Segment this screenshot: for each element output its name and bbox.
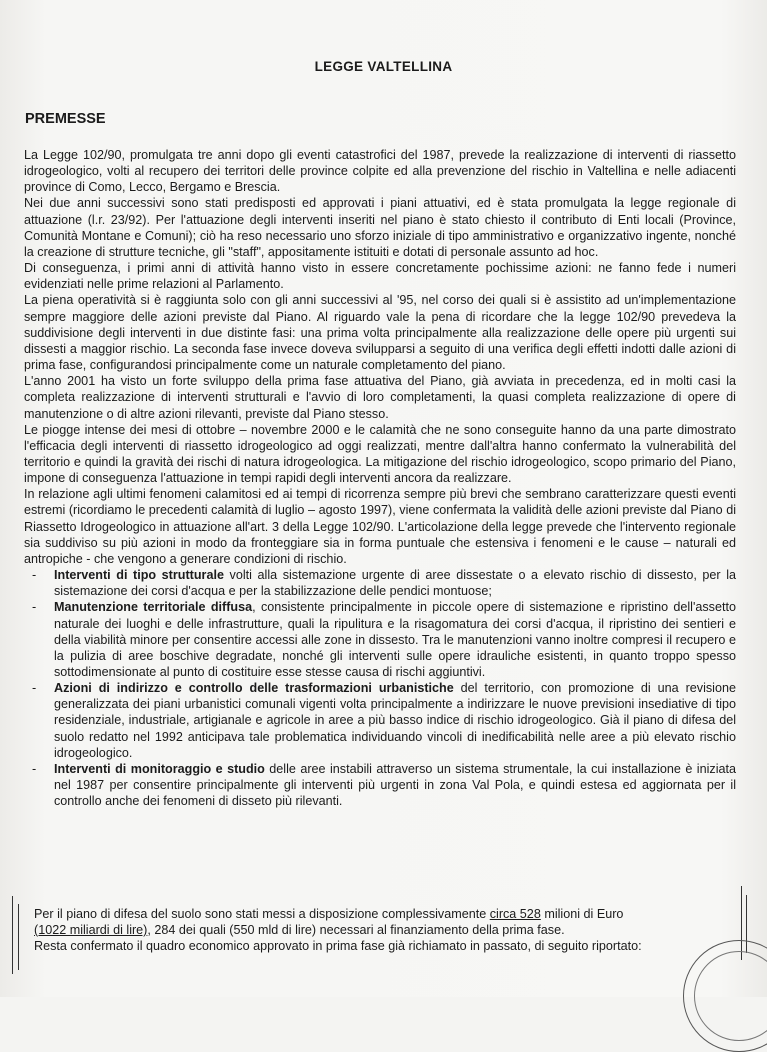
closing-line (34, 906, 737, 922)
list-item-text: del territorio, con promozione di una revisione generalizzata dei piani urbanistici comunali vigenti volta principalmente a indirizzare le nuove previsioni insediative di tipo residenziale, industriale, artigianale e agricole in aree a più basso indice di rischio idrogeologico. Già il piano di difesa del suolo redatto nel 1992 anticipava tale problematica individuando vincoli di inedificabilità nelle aree a più elevato rischio idrogeologico. (54, 681, 736, 760)
paragraph: La Legge 102/90, promulgata tre anni dopo gli eventi catastrofici del 1987, prevede la realizzazione di interventi di riassetto idrogeologico, volti al recupero dei territori delle province colpite ed alla prevenzione del rischio in Valtellina e nelle adiacenti province di Como, Lecco, Bergamo e Brescia. (24, 148, 736, 195)
list-item (24, 680, 736, 761)
section-heading: PREMESSE (25, 111, 106, 127)
list-item-title: Interventi di monitoraggio e studio (54, 761, 265, 776)
stamp-inner-ring (694, 951, 767, 1041)
underlined-amount: circa 528 (489, 907, 541, 921)
action-list (24, 567, 736, 809)
list-item-text: volti alla sistemazione urgente di aree dissestate o a elevato rischio di dissesto, per la sistemazione dei corsi d'acqua e per la stabilizzazione delle pendici montuose; (54, 568, 737, 599)
list-item-title: Manutenzione territoriale diffusa (54, 600, 253, 615)
paragraph: Nei due anni successivi sono stati predisposti ed approvati i piani attuativi, ed è stata promulgata la legge regionale di attuazione (l.r. 23/92). Per l'attuazione degli interventi inseriti nel piano è stato chiesto il contributo di Enti locali (Province, Comunità Montane e Comuni); ciò ha reso necessario uno sforzo iniziale di tipo amministrativo e organizzativo ingente, nonché la creazione di strutture tecniche, gli "staff", appositamente istituiti e dotati di personale assunto ad hoc. (24, 196, 736, 259)
document-body (24, 147, 736, 809)
list-item-text: delle aree instabili attraverso un sistema strumentale, la cui installazione è iniziata nel 1987 per consentire principalmente gli interventi più urgenti in zona Val Pola, e quindi estesa ed aggiornata per il controllo anche dei fenomeni di disseto più rilevanti. (54, 761, 737, 809)
paragraph: In relazione agli ultimi fenomeni calamitosi ed ai tempi di ricorrenza sempre più brevi che sembrano caratterizzare questi eventi estremi (ricordiamo le precedenti calamità di luglio – agosto 1997), viene confermata la validità delle azioni previste dal Piano di Riassetto Idrogeologico in attuazione all'art. 3 della Legge 102/90. L'articolazione della legge prevede che l'intervento regionale sia suddiviso su più azioni in modo da fronteggiare sia in forma puntuale che estensiva i fenomeni e le cause – naturali ed antropiche - che vengono a generare condizioni di rischio. (24, 487, 736, 566)
list-item (24, 599, 736, 680)
list-item-text: , consistente principalmente in piccole opere di sistemazione e ripristino dell'assetto naturale dei luoghi e delle infrastrutture, quali la ripulitura e la risagomatura dei corsi d'acqua, il ripristino dei sentieri e della viabilità minore per consentire accessi alle zone in dissesto. Tra le manutenzioni vanno inoltre compresi il recupero e la pulizia di aree boschive degradate, nonché gli interventi sulle opere idrauliche esistenti, in quanto troppo spesso sottodimensionate al punto di costituire esse stesse causa di rischi aggiuntivi. (54, 600, 736, 679)
closing-line (34, 922, 737, 938)
paragraph: La piena operatività si è raggiunta solo con gli anni successivi al '95, nel corso dei quali si è assistito ad un'implementazione sempre maggiore delle azioni previste dal Piano. Al riguardo vale la pena di ricordare che la legge 102/90 prevedeva la suddivisione degli interventi in due distinte fasi: una prima volta principalmente alla realizzazione delle opere più urgenti sui dissesti a maggior rischio. La seconda fase invece doveva svilupparsi a seguito di una verifica degli effetti indotti dalle azioni di prima fase, configurandosi principalmente come un naturale completamento del piano. (24, 293, 736, 373)
paragraph: Di conseguenza, i primi anni di attività hanno visto in essere concretamente pochissime azioni: ne fanno fede i numeri evidenziati nelle prime relazioni al Parlamento. (24, 261, 736, 292)
paragraph: Le piogge intense dei mesi di ottobre – novembre 2000 e le calamità che ne sono conseguite hanno da una parte dimostrato l'efficacia degli interventi di riassetto idrogeologico ad oggi realizzati, mentre dall'altra hanno confermato la vulnerabilità del territorio e quindi la gravità dei rischi di natura idrogeologica. La mitigazione del rischio idrogeologico, scopo primario del Piano, impone di conseguenza l'attuazione in tempi rapidi degli interventi ancora da realizzare. (24, 422, 736, 486)
closing-text: , 284 dei quali (550 mld di lire) necessari al finanziamento della prima fase. (147, 923, 565, 937)
list-item-title: Interventi di tipo strutturale (54, 568, 224, 583)
margin-mark (12, 896, 13, 974)
paragraph: L'anno 2001 ha visto un forte sviluppo della prima fase attuativa del Piano, già avviata in precedenza, ed in molti casi la completa realizzazione di interventi strutturali e l'avvio di loro completamenti, la quasi completa realizzazione di opere di manutenzione o di altre azioni rilevanti, previste dal Piano stesso. (24, 374, 736, 421)
list-item (24, 761, 736, 809)
list-item (24, 567, 736, 599)
closing-block (34, 906, 737, 954)
margin-mark (18, 904, 19, 970)
closing-text: Per il piano di difesa del suolo sono stati messi a disposizione complessivamente (34, 907, 490, 921)
closing-text: milioni di Euro (540, 907, 624, 921)
official-stamp (683, 940, 767, 1052)
document-title: LEGGE VALTELLINA (314, 59, 453, 74)
closing-line: Resta confermato il quadro economico approvato in prima fase già richiamato in passato, di seguito riportato: (34, 939, 642, 953)
underlined-amount: (1022 miliardi di lire) (34, 923, 148, 937)
list-item-title: Azioni di indirizzo e controllo delle trasformazioni urbanistiche (54, 681, 454, 696)
